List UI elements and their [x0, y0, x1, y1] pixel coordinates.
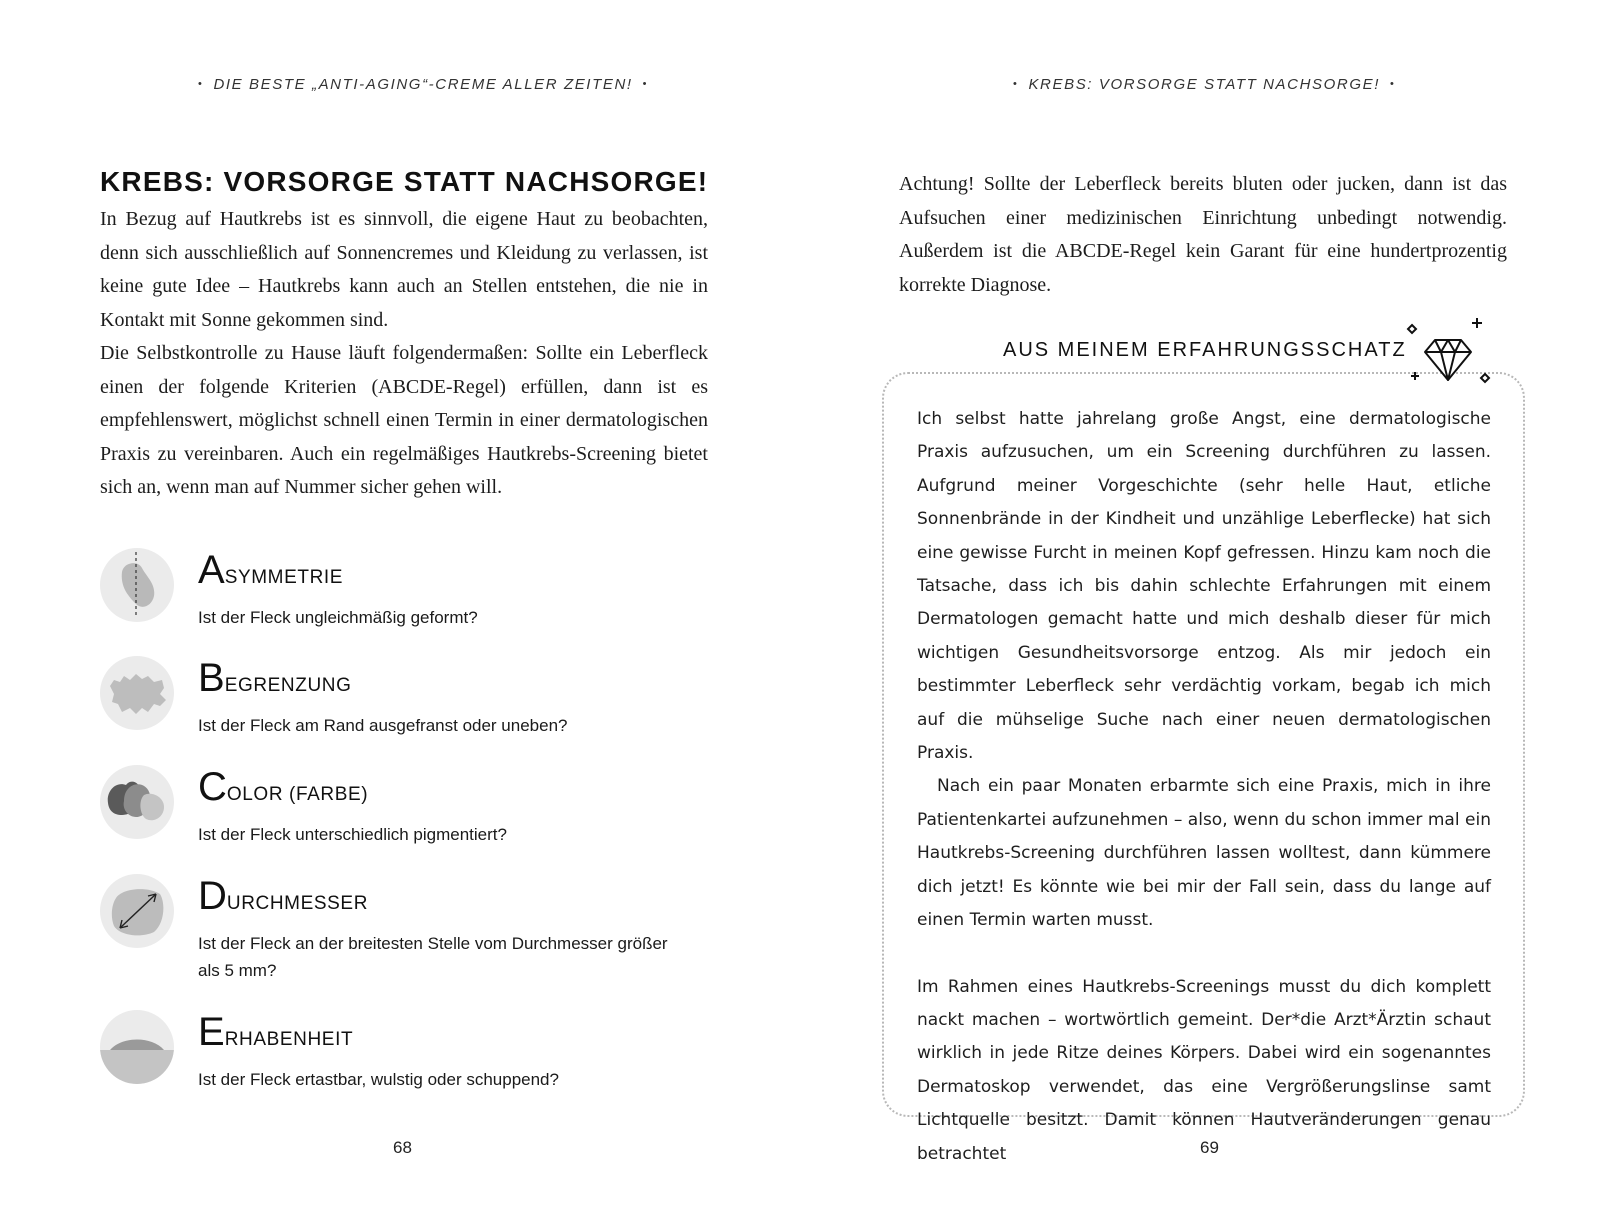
intro-text: [100, 203, 708, 505]
running-head-left: • DIE BESTE „ANTI-AGING“-CREME ALLER ZEITEN! •: [198, 76, 649, 93]
criterion-question: Ist der Fleck ungleichmäßig geformt?: [198, 608, 478, 627]
intro-paragraph: Die Selbstkontrolle zu Hause läuft folgendermaßen: Sollte ein Leberfleck einen der folgende Kriterien (ABCDE-Regel) erfüllen, dann ist es empfehlenswert, möglichst schnell einen Termin in einer dermatologischen Praxis zu vereinbaren. Auch ein regelmäßiges Hautkrebs-Screening bietet sich an, wenn man auf Nummer sicher gehen will.: [100, 342, 708, 498]
section-title: KREBS: VORSORGE STATT NACHSORGE!: [100, 166, 709, 197]
intro-paragraph: In Bezug auf Hautkrebs ist es sinnvoll, die eigene Haut zu beobachten, denn sich ausschließlich auf Sonnencremes und Kleidung zu verlassen, ist keine gute Idee – Hautkrebs kann auch an Stellen entstehen, die nie in Kontakt mit Sonne gekommen sind.: [100, 208, 708, 331]
warning-paragraph: Achtung! Sollte der Leberfleck bereits bluten oder jucken, dann ist das Aufsuchen einer medizinischen Einrichtung unbedingt notwendig. Außerdem ist die ABCDE-Regel kein Garant für eine hundertprozentig korrekte Diagnose.: [899, 173, 1507, 296]
running-head-text: DIE BESTE „ANTI-AGING“-CREME ALLER ZEITEN!: [213, 76, 633, 93]
running-head-right: • KREBS: VORSORGE STATT NACHSORGE! •: [1013, 76, 1396, 93]
page-number: 68: [393, 1138, 412, 1157]
page-number: 69: [1200, 1138, 1219, 1157]
right-page: [803, 0, 1606, 1211]
box-text: [917, 403, 1491, 1171]
box-heading: AUS MEINEM ERFAHRUNGSSCHATZ: [1003, 339, 1407, 361]
criterion-question: Ist der Fleck an der breitesten Stelle vom Durchmesser größer als 5 mm?: [198, 934, 668, 980]
criterion-question: Ist der Fleck ertastbar, wulstig oder schuppend?: [198, 1070, 559, 1089]
elevation-icon: [100, 1010, 174, 1084]
box-paragraph: Ich selbst hatte jahrelang große Angst, eine dermatologische Praxis aufzusuchen, um ein Screening durchführen zu lassen. Aufgrund meiner Vorgeschichte (sehr helle Haut, etliche Sonnenbrände in der Kindheit und unzählige Leberflecke) hat sich eine gewisse Furcht in meinen Kopf gefressen. Hinzu kam noch die Tatsache, dass ich bis dahin schlechte Erfahrungen mit einem Dermatologen gemacht hatte und mich deshalb dieser für mich wichtigen Gesundheitsvorsorge entzog. Als mir jedoch ein bestimmter Leberfleck sehr verdächtig vorkam, begab ich mich auf die mühselige Suche nach einer neuen dermatologischen Praxis.: [917, 409, 1491, 764]
criterion-title: BEGRENZUNG: [198, 656, 352, 700]
criterion-title: ASYMMETRIE: [198, 548, 344, 592]
box-paragraph: Im Rahmen eines Hautkrebs-Screenings musst du dich komplett nackt machen – wortwörtlich gemeint. Der*die Arzt*Ärztin schaut wirklich in jede Ritze deines Körpers. Dabei wird ein sogenanntes Dermatoskop verwendet, das eine Vergrößerungslinse samt Lichtquelle besitzt. Damit können Hautveränderungen genau betrachtet: [917, 976, 1491, 1164]
criterion-title: ERHABENHEIT: [198, 1010, 354, 1054]
asymmetry-icon: [100, 548, 174, 622]
color-icon: [100, 765, 174, 839]
criterion-question: Ist der Fleck unterschiedlich pigmentiert?: [198, 825, 507, 844]
criterion-title: COLOR (FARBE): [198, 765, 369, 809]
criterion-title: DURCHMESSER: [198, 874, 369, 918]
box-paragraph: Nach ein paar Monaten erbarmte sich eine Praxis, mich in ihre Patientenkartei aufzunehmen – also, wenn du schon immer mal ein Hautkrebs-Screening durchführen lassen wolltest, dann kümmere dich jetzt! Es könnte wie bei mir der Fall sein, dass du lange auf einen Termin warten musst.: [917, 776, 1491, 931]
diamond-icon: [1403, 318, 1493, 398]
diameter-icon: [100, 874, 174, 948]
border-icon: [100, 656, 174, 730]
running-head-text: KREBS: VORSORGE STATT NACHSORGE!: [1028, 76, 1380, 93]
criterion-question: Ist der Fleck am Rand ausgefranst oder uneben?: [198, 716, 568, 735]
